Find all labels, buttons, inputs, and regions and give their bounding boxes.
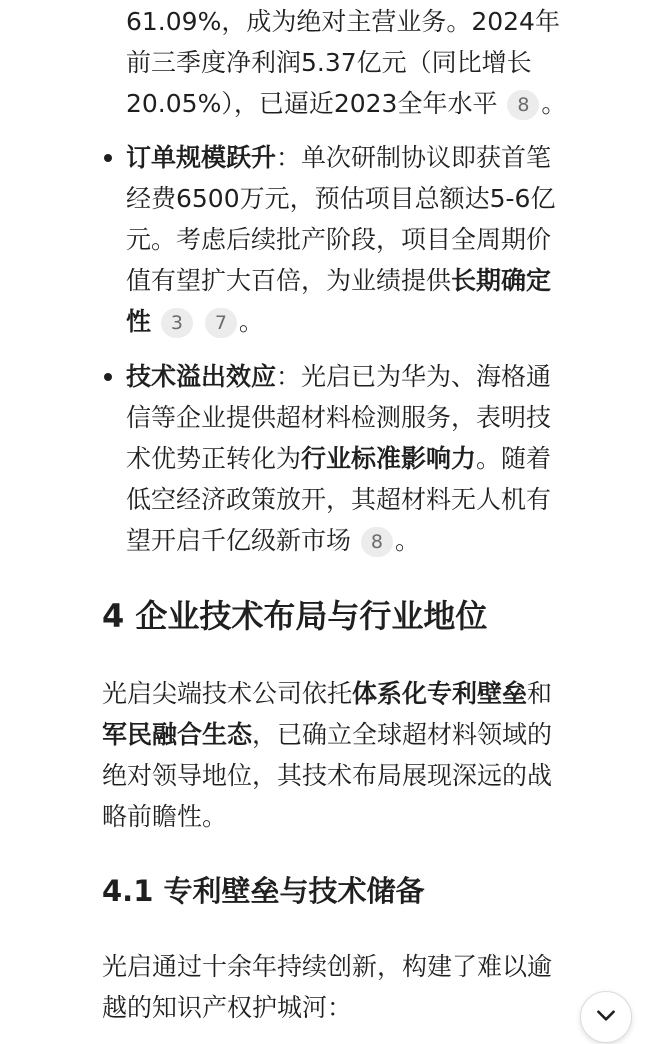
citation-badge[interactable]: 3 (161, 308, 193, 338)
orders-line-4 (126, 266, 551, 296)
tech-line-3-bold: 行业标准影响力 (301, 444, 477, 473)
section-heading: 4 企业技术布局与行业地位 (102, 597, 488, 635)
orders-line-5-bold: 性 (126, 307, 152, 336)
scroll-down-button[interactable] (580, 991, 632, 1043)
bullet-dot (104, 154, 112, 162)
intro-line-3-text: 20.05%），已逼近2023全年水平 (126, 89, 498, 118)
tech-line-3 (126, 444, 551, 474)
section41-line-1: 光启通过十余年持续创新，构建了难以逾 (102, 952, 553, 981)
orders-line-3: 元。考虑后续批产阶段，项目全周期价 (126, 225, 552, 254)
intro-line-2: 前三季度净利润5.37亿元（同比增长 (126, 48, 532, 77)
tech-line-5 (126, 526, 420, 557)
orders-line-4-text: 值有望扩大百倍，为业绩提供 (126, 266, 452, 295)
orders-line-2: 经费6500万元，预估项目总额达5-6亿 (126, 184, 556, 213)
tech-line-3-text: 术优势正转化为 (126, 444, 302, 473)
section4-line-2-rest: ，已确立全球超材料领域的 (252, 720, 553, 749)
section41-line-2: 越的知识产权护城河： (102, 993, 353, 1022)
orders-line-5-end: 。 (238, 307, 264, 336)
citation-badge[interactable]: 8 (361, 527, 393, 557)
citation-badge[interactable]: 8 (507, 90, 539, 120)
tech-line-1-rest: ：光启已为华为、海格通 (276, 362, 552, 391)
orders-line-1 (126, 143, 551, 173)
orders-line-1-rest: ：单次研制协议即获首笔 (276, 143, 552, 172)
section4-line-1 (102, 679, 552, 709)
section4-line-1-bold: 体系化专利壁垒 (352, 679, 528, 708)
orders-title: 订单规模跃升 (126, 143, 277, 172)
section4-line-2 (102, 720, 552, 750)
section4-line-4: 略前瞻性。 (102, 802, 228, 831)
orders-line-5 (126, 307, 264, 338)
section4-line-2-bold: 军民融合生态 (102, 720, 253, 749)
section4-line-3: 绝对领导地位，其技术布局展现深远的战 (102, 761, 553, 790)
tech-line-2: 信等企业提供超材料检测服务，表明技 (126, 403, 552, 432)
section4-line-1-text: 光启尖端技术公司依托 (102, 679, 353, 708)
tech-line-1 (126, 362, 551, 392)
tech-line-5-text: 望开启千亿级新市场 (126, 526, 352, 555)
orders-line-4-bold: 长期确定 (451, 266, 552, 295)
bullet-dot (104, 373, 112, 381)
tech-line-5-end: 。 (394, 526, 420, 555)
subsection-heading: 4.1 专利壁垒与技术储备 (102, 874, 425, 908)
intro-line-3 (126, 89, 566, 120)
tech-line-3-end: 。随着 (476, 444, 552, 473)
section4-line-1-end: 和 (527, 679, 553, 708)
tech-line-4: 低空经济政策放开，其超材料无人机有 (126, 485, 552, 514)
citation-badge[interactable]: 7 (205, 308, 237, 338)
intro-line-3-end: 。 (541, 89, 567, 118)
chevron-down-icon (593, 1002, 619, 1032)
intro-line-1: 61.09%，成为绝对主营业务。2024年 (126, 7, 560, 36)
tech-title: 技术溢出效应 (126, 362, 277, 391)
